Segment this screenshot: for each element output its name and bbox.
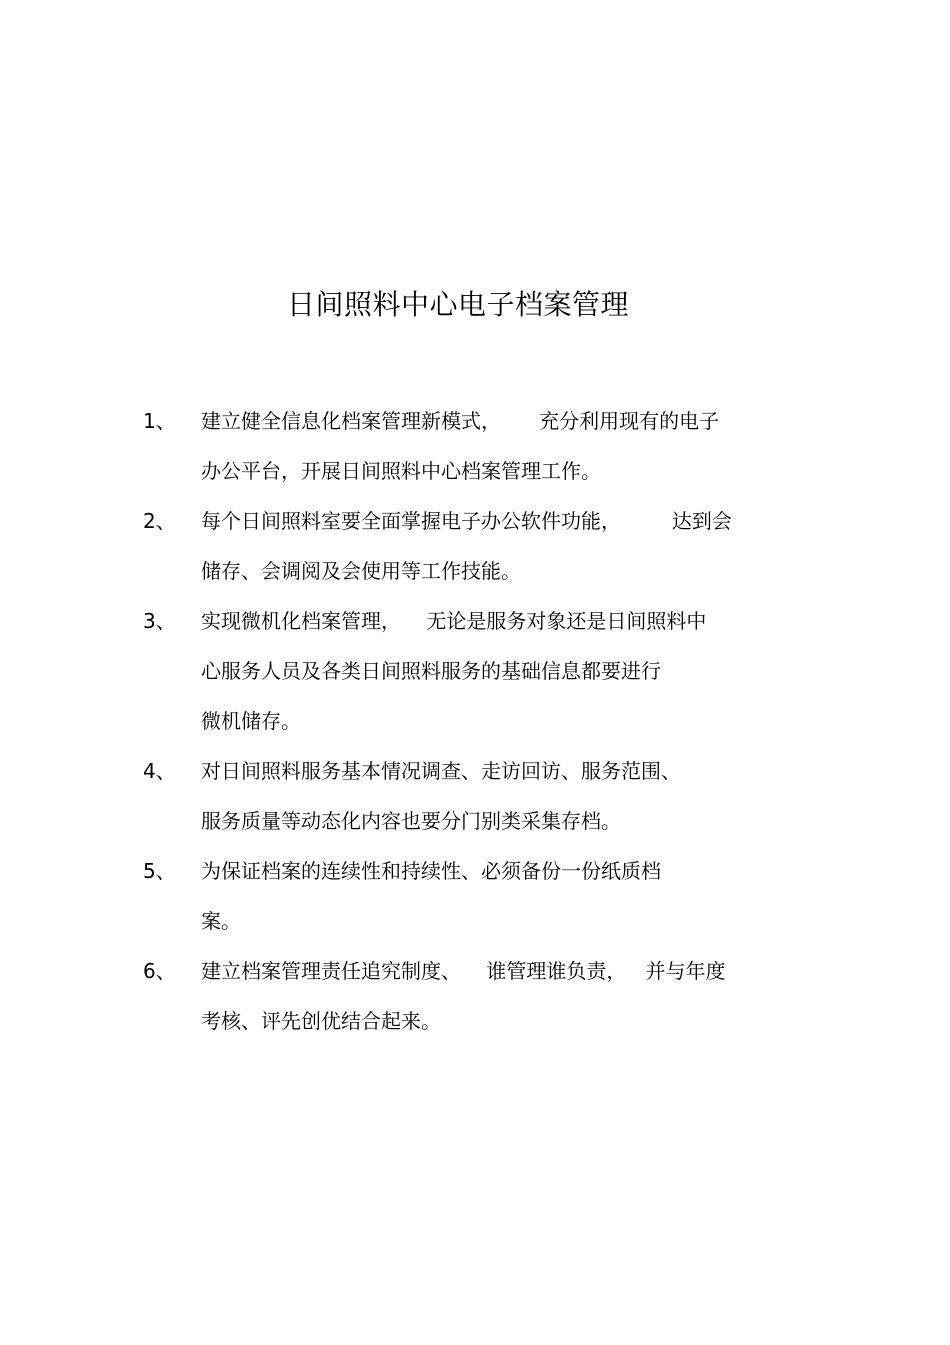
list-item-number: 3、	[143, 609, 176, 633]
list-item-text-line: 案。	[201, 909, 241, 933]
list-item-text-line: 考核、评先创优结合起来。	[201, 1009, 441, 1033]
list-item-text-line: 实现微机化档案管理， 无论是服务对象还是日间照料中	[201, 609, 707, 633]
document-title: 日间照料中心电子档案管理	[286, 288, 629, 321]
list-item-number: 5、	[143, 859, 176, 883]
list-item-text-line: 为保证档案的连续性和持续性、必须备份一份纸质档	[201, 859, 661, 883]
list-item-text-line: 建立档案管理责任追究制度、 谁管理谁负责， 并与年度	[201, 959, 726, 983]
list-item-number: 1、	[143, 409, 176, 433]
list-item-number: 6、	[143, 959, 176, 983]
list-item-text-line: 心服务人员及各类日间照料服务的基础信息都要进行	[201, 659, 661, 683]
list-item-text-line: 微机储存。	[201, 709, 301, 733]
list-item-text-line: 每个日间照料室要全面掌握电子办公软件功能， 达到会	[201, 509, 732, 533]
list-item-text-line: 建立健全信息化档案管理新模式， 充分利用现有的电子	[201, 409, 720, 433]
list-item-text-line: 办公平台，开展日间照料中心档案管理工作。	[201, 459, 601, 483]
list-item-text-line: 服务质量等动态化内容也要分门别类采集存档。	[201, 809, 621, 833]
list-item-text-line: 储存、会调阅及会使用等工作技能。	[201, 559, 521, 583]
list-item-text-line: 对日间照料服务基本情况调查、走访回访、服务范围、	[201, 759, 681, 783]
list-item-number: 2、	[143, 509, 176, 533]
list-item-number: 4、	[143, 759, 176, 783]
